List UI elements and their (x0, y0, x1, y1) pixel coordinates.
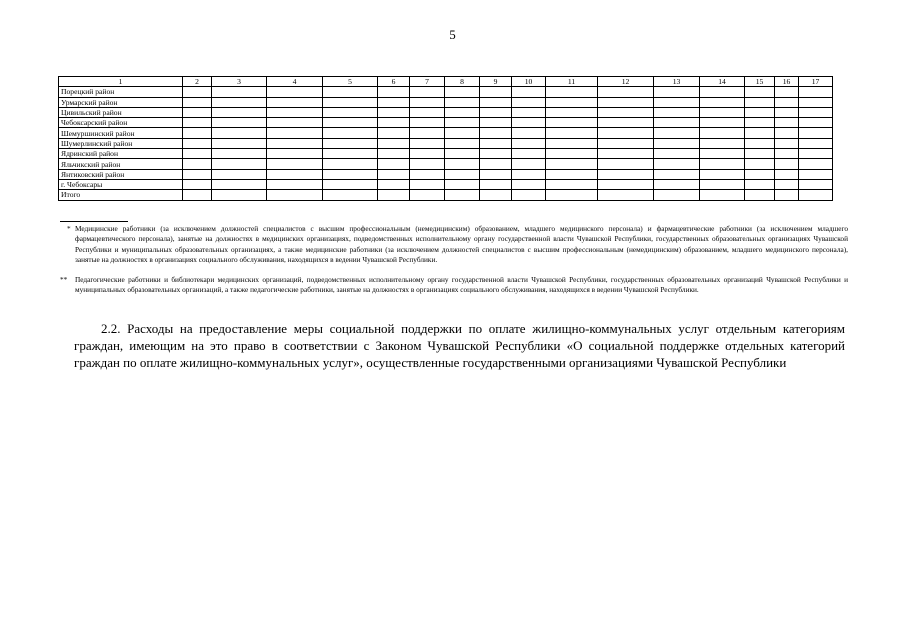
footnote-2-mark: ** (60, 275, 68, 284)
table-cell (775, 169, 799, 179)
table-cell (410, 169, 445, 179)
table-cell (480, 149, 512, 159)
row-label: Яльчикский район (59, 159, 183, 169)
table-cell (799, 169, 833, 179)
column-header-2: 2 (183, 77, 212, 87)
table-cell (212, 138, 267, 148)
table-cell (480, 97, 512, 107)
table-cell (799, 107, 833, 117)
table-cell (212, 159, 267, 169)
table-cell (654, 190, 700, 200)
table-cell (700, 107, 745, 117)
column-header-9: 9 (480, 77, 512, 87)
table-cell (410, 138, 445, 148)
table-cell (745, 87, 775, 97)
row-label: Шумерлинский район (59, 138, 183, 148)
table-cell (512, 97, 546, 107)
table-cell (410, 149, 445, 159)
footnote-1-text: Медицинские работники (за исключением должностей специалистов с высшим профессиональным (немедицинским) образованием, младшего медицинского персонала) и фармацевтические работники (за исключением младшего фармацевтического персонала), занятые на должностях в медицинских организациях, подведомственных исполнительному органу государственной власти Чувашской Республики, государственных образовательных организациях Чувашской Республики и муниципальных образовательных организациях, а также медицинские работники (за исключением должностей специалистов с высшим профессиональным (немедицинским) образованием, младшего медицинского персонала), занятые на должностях в организациях социального обслуживания, находящихся в ведении Чувашской Республики. (75, 224, 848, 264)
table-cell (799, 190, 833, 200)
table-cell (212, 97, 267, 107)
table-row (59, 107, 833, 117)
table-cell (183, 87, 212, 97)
table-cell (410, 107, 445, 117)
table-cell (745, 149, 775, 159)
table-cell (267, 169, 323, 179)
table-cell (654, 169, 700, 179)
table-cell (654, 118, 700, 128)
footnote-divider (60, 221, 128, 222)
footnote-1-mark: * (67, 224, 71, 233)
table-cell (445, 179, 480, 189)
table-cell (546, 138, 598, 148)
row-label: Урмарский район (59, 97, 183, 107)
table-cell (775, 87, 799, 97)
column-header-6: 6 (378, 77, 410, 87)
table-cell (700, 179, 745, 189)
row-label: Ядринский район (59, 149, 183, 159)
column-header-1: 1 (59, 77, 183, 87)
table-cell (445, 128, 480, 138)
table-cell (546, 179, 598, 189)
table-cell (410, 97, 445, 107)
table-cell (445, 138, 480, 148)
table-cell (700, 138, 745, 148)
table-cell (512, 149, 546, 159)
table-cell (700, 159, 745, 169)
table-cell (445, 149, 480, 159)
table-cell (183, 107, 212, 117)
table-cell (267, 87, 323, 97)
table-cell (799, 179, 833, 189)
table-cell (183, 138, 212, 148)
footnote-1 (60, 224, 848, 265)
table-cell (267, 97, 323, 107)
table-cell (267, 190, 323, 200)
table-cell (410, 159, 445, 169)
table-cell (212, 190, 267, 200)
table-cell (654, 138, 700, 148)
table-cell (378, 169, 410, 179)
table-header-row (59, 77, 833, 87)
table-cell (323, 169, 378, 179)
table-cell (480, 128, 512, 138)
column-header-7: 7 (410, 77, 445, 87)
table-cell (378, 97, 410, 107)
table-row (59, 128, 833, 138)
table-cell (378, 179, 410, 189)
table-cell (745, 138, 775, 148)
table-cell (378, 107, 410, 117)
table-cell (183, 149, 212, 159)
table-cell (700, 87, 745, 97)
row-label: Чебоксарский район (59, 118, 183, 128)
table-cell (700, 149, 745, 159)
table-cell (745, 128, 775, 138)
table-row (59, 169, 833, 179)
table-row (59, 97, 833, 107)
table-cell (512, 87, 546, 97)
table-cell (546, 128, 598, 138)
table-cell (212, 118, 267, 128)
table-cell (745, 169, 775, 179)
data-table (58, 76, 833, 201)
table-cell (775, 138, 799, 148)
table-cell (323, 128, 378, 138)
table-cell (700, 97, 745, 107)
section-paragraph: 2.2. Расходы на предоставление меры социальной поддержки по оплате жилищно-коммунальных услуг отдельным категориям граждан, имеющим на это право в соответствии с Законом Чувашской Республики «О социальной поддержке отдельных категорий граждан по оплате жилищно-коммунальных услуг», осуществленные государственными организациями Чувашской Республики (74, 321, 845, 370)
table-cell (267, 107, 323, 117)
table-cell (512, 159, 546, 169)
table-cell (546, 118, 598, 128)
table-cell (775, 118, 799, 128)
table-cell (445, 107, 480, 117)
table-cell (445, 97, 480, 107)
column-header-16: 16 (775, 77, 799, 87)
table-cell (775, 179, 799, 189)
table-cell (700, 128, 745, 138)
column-header-14: 14 (700, 77, 745, 87)
table-cell (323, 179, 378, 189)
table-cell (212, 87, 267, 97)
row-label: Итого (59, 190, 183, 200)
table-cell (598, 138, 654, 148)
table-cell (775, 107, 799, 117)
table-cell (700, 169, 745, 179)
table-cell (654, 179, 700, 189)
row-label: Шемуршинский район (59, 128, 183, 138)
table-cell (512, 179, 546, 189)
table-cell (700, 190, 745, 200)
table-cell (323, 149, 378, 159)
table-cell (183, 179, 212, 189)
table-cell (183, 128, 212, 138)
table-cell (745, 97, 775, 107)
table-cell (745, 190, 775, 200)
table-cell (212, 179, 267, 189)
table-cell (378, 138, 410, 148)
table-row (59, 87, 833, 97)
table-cell (799, 87, 833, 97)
table-cell (212, 107, 267, 117)
table-cell (267, 138, 323, 148)
column-header-3: 3 (212, 77, 267, 87)
table-cell (378, 118, 410, 128)
table-row (59, 149, 833, 159)
table-cell (267, 159, 323, 169)
column-header-13: 13 (654, 77, 700, 87)
page-number: 5 (449, 27, 456, 42)
table-row (59, 138, 833, 148)
table-cell (378, 128, 410, 138)
table-cell (183, 159, 212, 169)
table-cell (445, 169, 480, 179)
row-label: г. Чебоксары (59, 179, 183, 189)
table-cell (267, 128, 323, 138)
table-cell (323, 97, 378, 107)
table-cell (700, 118, 745, 128)
column-header-10: 10 (512, 77, 546, 87)
table-cell (654, 107, 700, 117)
table-cell (546, 159, 598, 169)
table-cell (745, 107, 775, 117)
table-cell (323, 159, 378, 169)
table-cell (598, 87, 654, 97)
table-cell (598, 128, 654, 138)
table-cell (598, 149, 654, 159)
table-cell (654, 159, 700, 169)
table-cell (445, 118, 480, 128)
table-row (59, 118, 833, 128)
table-cell (212, 149, 267, 159)
table-cell (598, 179, 654, 189)
row-label: Порецкий район (59, 87, 183, 97)
table-cell (378, 159, 410, 169)
row-label: Янтиковский район (59, 169, 183, 179)
column-header-11: 11 (546, 77, 598, 87)
table-cell (512, 169, 546, 179)
table-cell (267, 149, 323, 159)
table-cell (267, 118, 323, 128)
table-cell (745, 159, 775, 169)
table-cell (512, 107, 546, 117)
column-header-15: 15 (745, 77, 775, 87)
table-cell (512, 118, 546, 128)
table-cell (480, 179, 512, 189)
row-label: Цивильский район (59, 107, 183, 117)
table-cell (480, 159, 512, 169)
table-cell (183, 118, 212, 128)
table-cell (480, 190, 512, 200)
table-row (59, 190, 833, 200)
table-cell (546, 107, 598, 117)
table-cell (598, 97, 654, 107)
table-cell (799, 159, 833, 169)
table-cell (410, 118, 445, 128)
table-cell (445, 87, 480, 97)
table-cell (799, 149, 833, 159)
table-cell (775, 149, 799, 159)
table-cell (410, 190, 445, 200)
table-cell (183, 97, 212, 107)
table-cell (410, 87, 445, 97)
table-cell (480, 169, 512, 179)
table-cell (598, 159, 654, 169)
table-cell (745, 118, 775, 128)
table-cell (512, 138, 546, 148)
table-body (59, 77, 833, 201)
table-cell (378, 87, 410, 97)
table-cell (480, 87, 512, 97)
table-cell (323, 138, 378, 148)
table-cell (598, 118, 654, 128)
table-cell (546, 190, 598, 200)
table-cell (775, 190, 799, 200)
table-row (59, 159, 833, 169)
column-header-17: 17 (799, 77, 833, 87)
table-cell (598, 190, 654, 200)
table-cell (775, 159, 799, 169)
footnote-2-text: Педагогические работники и библиотекари медицинских организаций, подведомственных исполнительному органу государственной власти Чувашской Республики, государственных образовательных организаций Чувашской Республики и муниципальных образовательных организаций, а также педагогические работники, занятые на должностях в организациях социального обслуживания, находящихся в ведении Чувашской Республики. (75, 275, 848, 295)
table-cell (512, 190, 546, 200)
table-cell (323, 118, 378, 128)
table-cell (745, 179, 775, 189)
table-cell (445, 159, 480, 169)
footnote-2 (60, 275, 848, 296)
table-cell (480, 118, 512, 128)
table-cell (183, 169, 212, 179)
column-header-12: 12 (598, 77, 654, 87)
table-cell (378, 149, 410, 159)
table-cell (212, 169, 267, 179)
table-cell (267, 179, 323, 189)
table-cell (512, 128, 546, 138)
table-cell (546, 169, 598, 179)
column-header-8: 8 (445, 77, 480, 87)
table-cell (799, 138, 833, 148)
column-header-5: 5 (323, 77, 378, 87)
table-cell (654, 87, 700, 97)
table-cell (546, 149, 598, 159)
table-cell (799, 128, 833, 138)
table-cell (775, 128, 799, 138)
table-cell (775, 97, 799, 107)
table-cell (445, 190, 480, 200)
table-cell (480, 107, 512, 117)
table-cell (546, 97, 598, 107)
table-cell (323, 87, 378, 97)
table-cell (654, 97, 700, 107)
table-cell (323, 107, 378, 117)
table-cell (799, 97, 833, 107)
table-cell (598, 107, 654, 117)
table-cell (799, 118, 833, 128)
table-row (59, 179, 833, 189)
column-header-4: 4 (267, 77, 323, 87)
table-cell (480, 138, 512, 148)
table-cell (598, 169, 654, 179)
table-cell (654, 128, 700, 138)
table-cell (410, 128, 445, 138)
table-cell (546, 87, 598, 97)
table-cell (212, 128, 267, 138)
table-cell (378, 190, 410, 200)
table-cell (183, 190, 212, 200)
table-cell (654, 149, 700, 159)
table-cell (410, 179, 445, 189)
table-cell (323, 190, 378, 200)
